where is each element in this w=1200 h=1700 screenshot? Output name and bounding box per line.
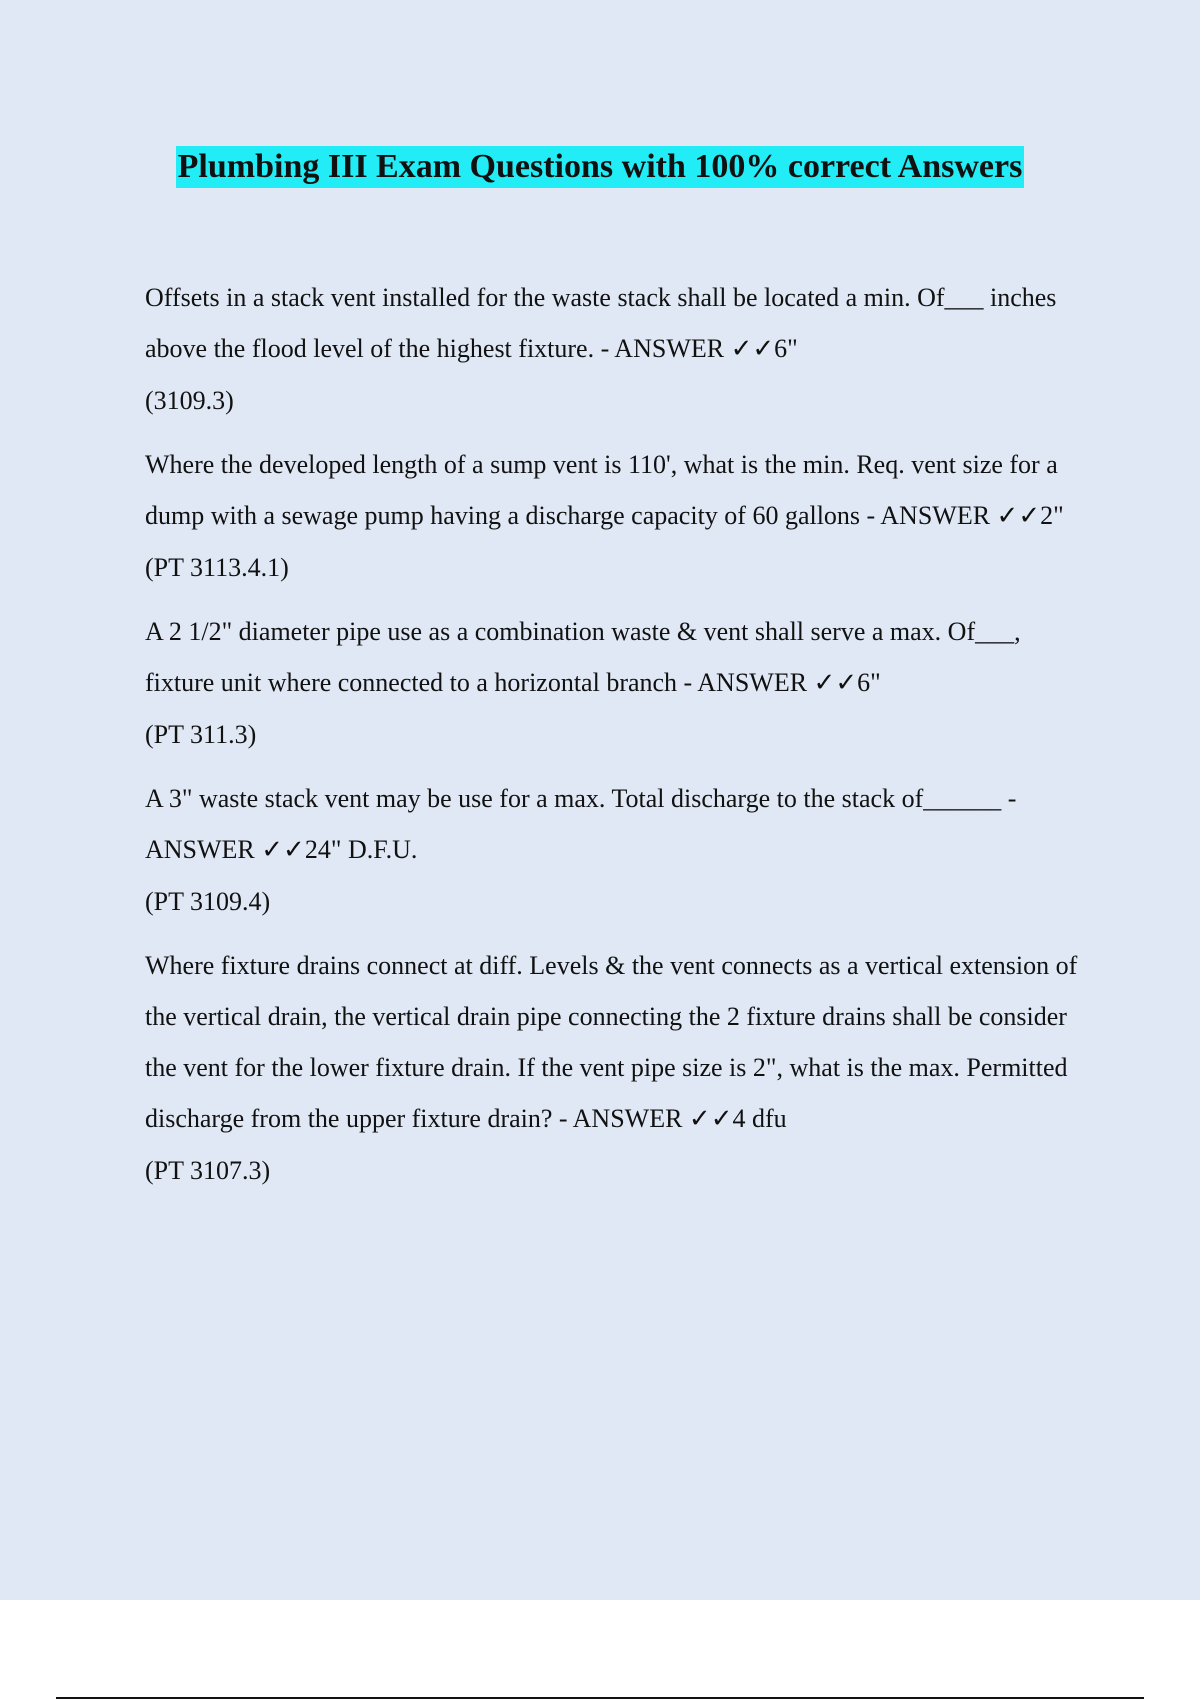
reference-4: (PT 3109.4) (145, 887, 271, 916)
page-title: Plumbing III Exam Questions with 100% correct Answers (176, 146, 1025, 188)
footer-rule (56, 1697, 1144, 1699)
reference-5: (PT 3107.3) (145, 1156, 271, 1185)
question-answer-1: Offsets in a stack vent installed for the waste stack shall be located a min. Of___ inches above the flood level of the highest fixture. - ANSWER ✓✓6" (145, 283, 1057, 363)
question-answer-3: A 2 1/2" diameter pipe use as a combination waste & vent shall serve a max. Of___, fixture unit where connected to a horizontal branch - ANSWER ✓✓6" (145, 617, 1021, 697)
reference-1: (3109.3) (145, 386, 234, 415)
reference-2: (PT 3113.4.1) (145, 553, 289, 582)
question-answer-5: Where fixture drains connect at diff. Levels & the vent connects as a vertical extension of the vertical drain, the vertical drain pipe connecting the 2 fixture drains shall be consider the vent for the lower fixture drain. If the vent pipe size is 2", what is the max. Permitted discharge from the upper fixture drain? - ANSWER ✓✓4 dfu (145, 951, 1078, 1133)
question-answer-4: A 3" waste stack vent may be use for a max. Total discharge to the stack of______ - ANSWER ✓✓24" D.F.U. (145, 784, 1017, 864)
reference-3: (PT 311.3) (145, 720, 257, 749)
qa-list (145, 272, 1095, 1209)
question-answer-2: Where the developed length of a sump vent is 110', what is the min. Req. vent size for a dump with a sewage pump having a discharge capacity of 60 gallons - ANSWER ✓✓2" (145, 450, 1064, 530)
title-wrapper (0, 146, 1200, 188)
